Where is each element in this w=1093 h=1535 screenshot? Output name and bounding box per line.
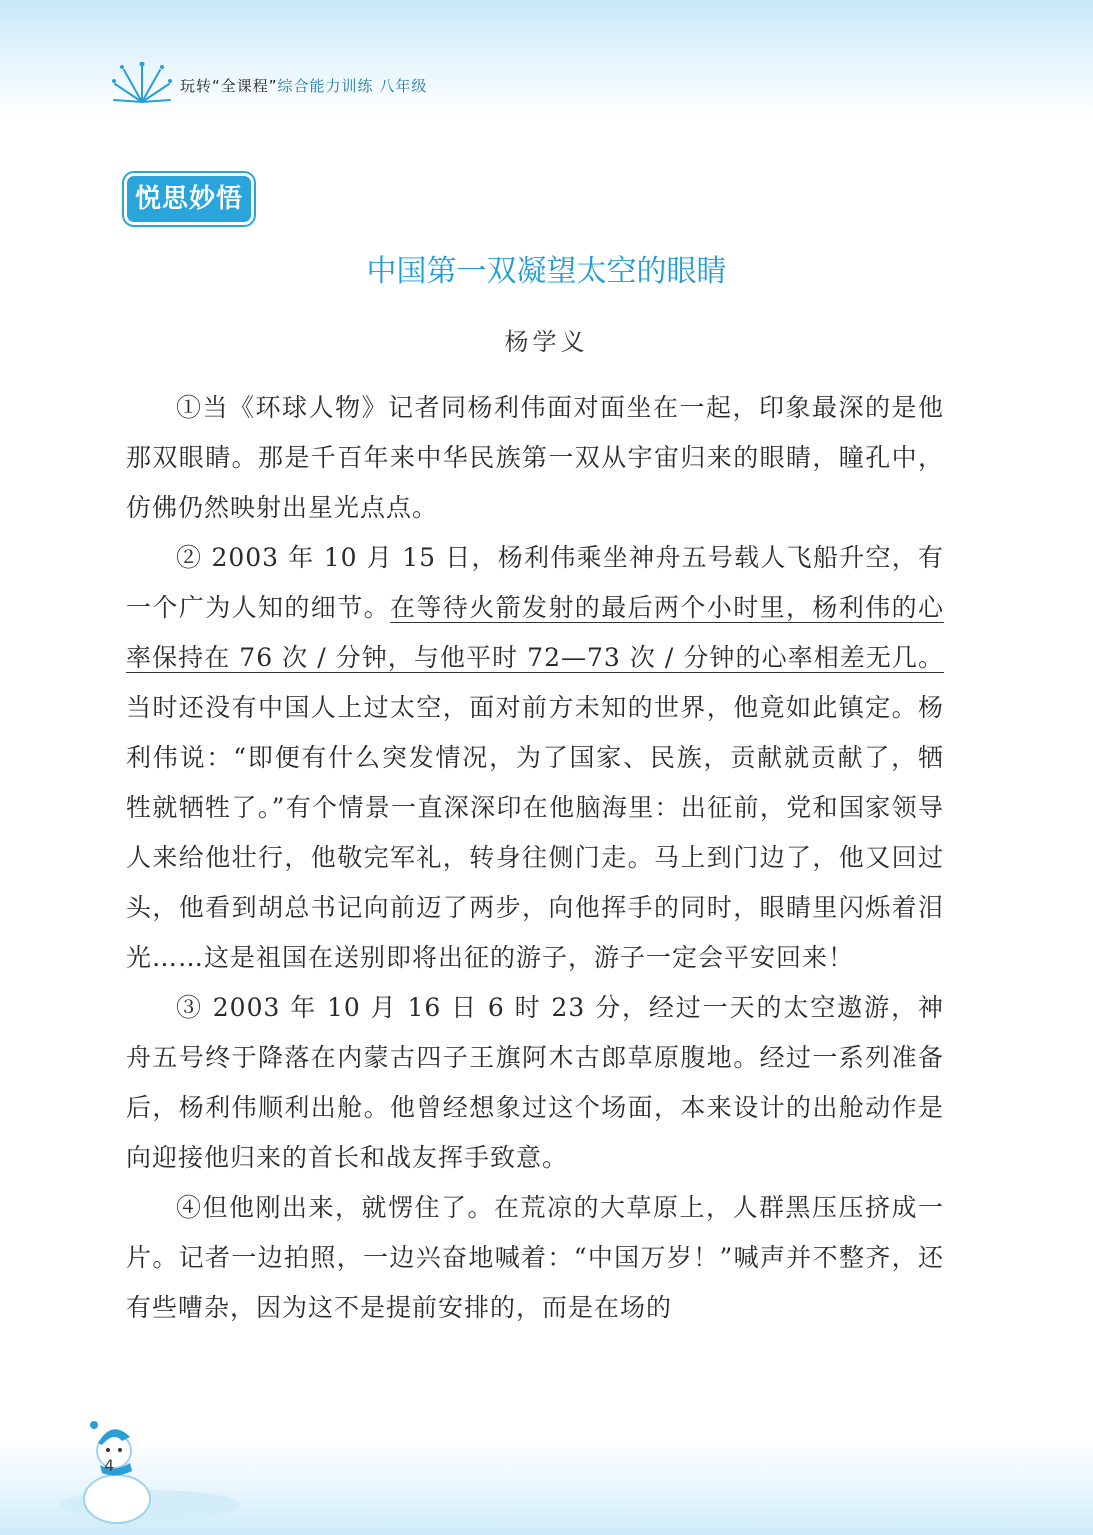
paragraph-2: [126, 533, 944, 983]
section-badge: 悦思妙悟: [124, 173, 254, 225]
paragraph-4: ④但他刚出来，就愣住了。在荒凉的大草原上，人群黑压压挤成一片。记者一边拍照，一边兴奋地喊着：“中国万岁！”喊声并不整齐，还有些嘈杂，因为这不是提前安排的，而是在场的: [126, 1193, 944, 1322]
book-title: [180, 75, 427, 96]
paragraph-1: ①当《环球人物》记者同杨利伟面对面坐在一起，印象最深的是他那双眼睛。那是千百年来中华民族第一双从宇宙归来的眼睛，瞳孔中，仿佛仍然映射出星光点点。: [126, 393, 944, 522]
paragraph-2-before: ② 2003 年 10 月 15 日，杨利伟乘坐神舟五号载人飞船升空，有一个广为人知的细节。: [126, 543, 944, 622]
article-author: 杨学义: [504, 328, 589, 356]
book-title-prefix: 玩转“全课程”: [180, 77, 278, 95]
snowman-icon: [72, 1415, 162, 1525]
underlined-sentence: 在等待火箭发射的最后两个小时里，杨利伟的心率保持在 76 次 / 分钟，与他平时 72—73 次 / 分钟的心率相差无几。: [126, 593, 944, 672]
paragraph-2-after: 当时还没有中国人上过太空，面对前方未知的世界，他竟如此镇定。杨利伟说：“即便有什么突发情况，为了国家、民族，贡献就贡献了，牺牲就牺牲了。”有个情景一直深深印在他脑海里：出征前，党和国家领导人来给他壮行，他敬完军礼，转身往侧门走。马上到门边了，他又回过头，他看到胡总书记向前迈了两步，向他挥手的同时，眼睛里闪烁着泪光……这是祖国在送别即将出征的游子，游子一定会平安回来！: [126, 693, 944, 972]
book-title-suffix: 综合能力训练 八年级: [277, 77, 428, 95]
page-number: 4: [104, 1456, 115, 1475]
article-body: [126, 383, 944, 1333]
paragraph-3: ③ 2003 年 10 月 16 日 6 时 23 分，经过一天的太空遨游，神舟五号终于降落在内蒙古四子王旗阿木古郎草原腹地。经过一系列准备后，杨利伟顺利出舱。他曾经想象过这个场面，本来设计的出舱动作是向迎接他归来的首长和战友挥手致意。: [126, 993, 944, 1172]
footer-band: [0, 1440, 1093, 1535]
article-title: 中国第一双凝望太空的眼睛: [366, 254, 727, 289]
snowflake-burst-icon: [112, 62, 172, 108]
